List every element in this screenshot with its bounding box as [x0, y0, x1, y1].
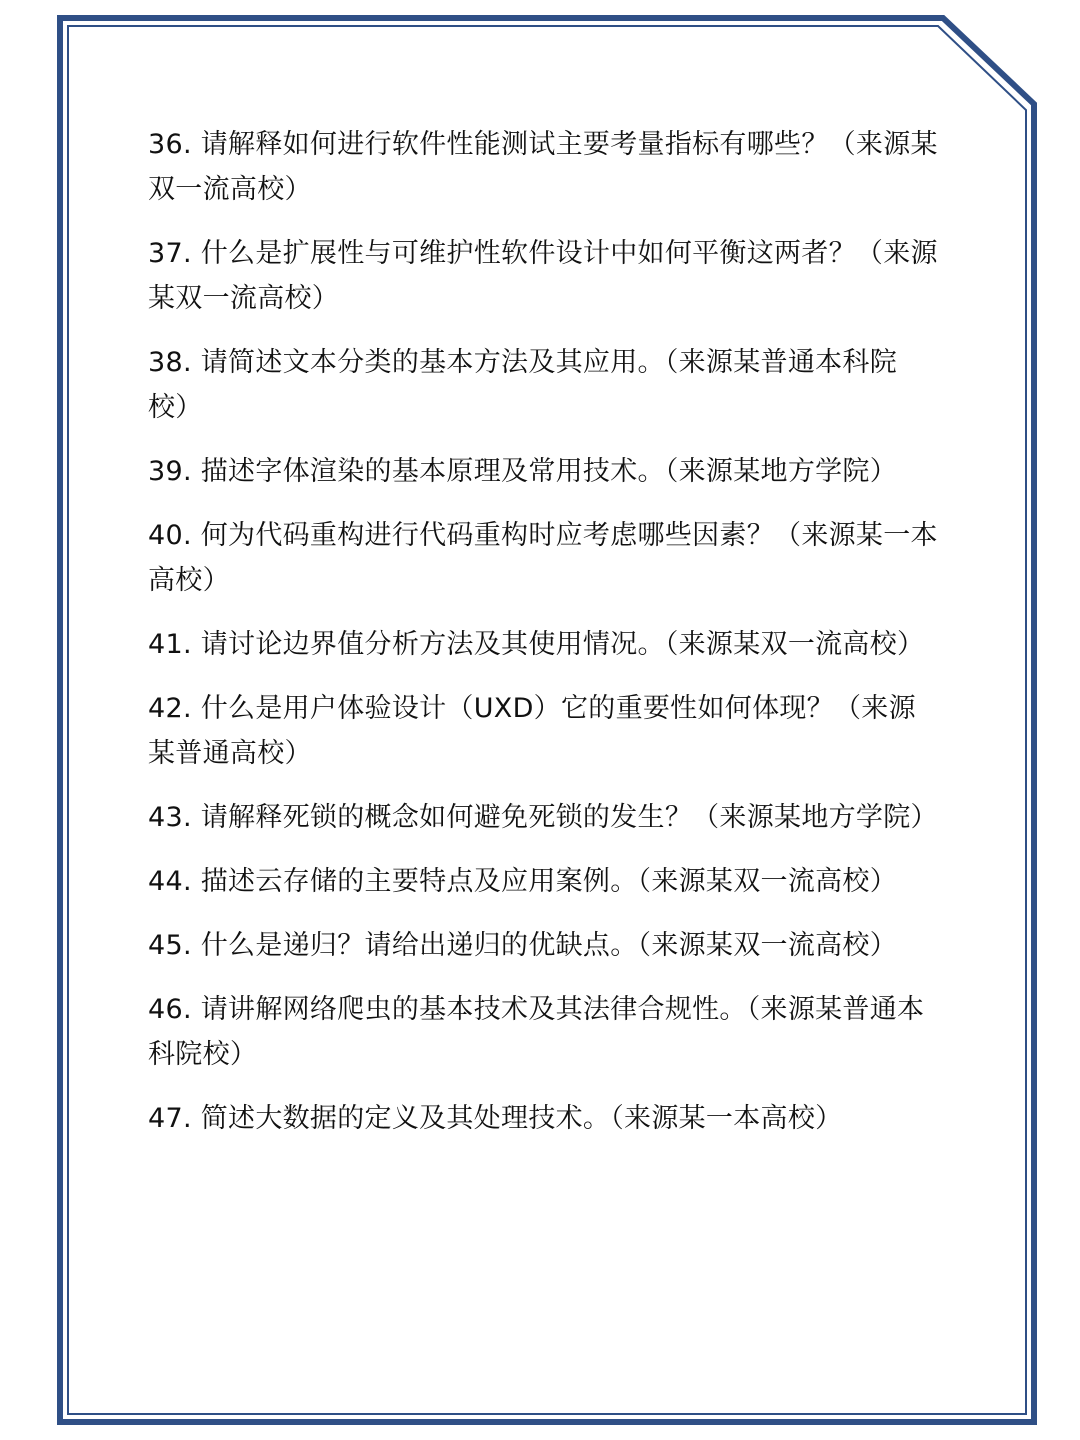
question-item: 39. 描述字体渲染的基本原理及常用技术。（来源某地方学院）: [148, 456, 898, 487]
question-item: 42. 什么是用户体验设计（UXD）它的重要性如何体现？（来源某普通高校）: [148, 693, 916, 769]
question-item: 38. 请简述文本分类的基本方法及其应用。（来源某普通本科院校）: [148, 347, 898, 423]
question-item: 41. 请讨论边界值分析方法及其使用情况。（来源某双一流高校）: [148, 629, 925, 660]
question-item: 46. 请讲解网络爬虫的基本技术及其法律合规性。（来源某普通本科院校）: [148, 994, 925, 1070]
question-item: 44. 描述云存储的主要特点及应用案例。（来源某双一流高校）: [148, 866, 898, 897]
question-item: 43. 请解释死锁的概念如何避免死锁的发生？（来源某地方学院）: [148, 802, 938, 833]
question-item: 47. 简述大数据的定义及其处理技术。（来源某一本高校）: [148, 1103, 843, 1134]
question-item: 37. 什么是扩展性与可维护性软件设计中如何平衡这两者？（来源某双一流高校）: [148, 238, 938, 314]
question-list: [148, 122, 938, 1160]
question-item: 36. 请解释如何进行软件性能测试主要考量指标有哪些？（来源某双一流高校）: [148, 129, 938, 205]
question-item: 40. 何为代码重构进行代码重构时应考虑哪些因素？（来源某一本高校）: [148, 520, 938, 596]
question-item: 45. 什么是递归？请给出递归的优缺点。（来源某双一流高校）: [148, 930, 898, 961]
